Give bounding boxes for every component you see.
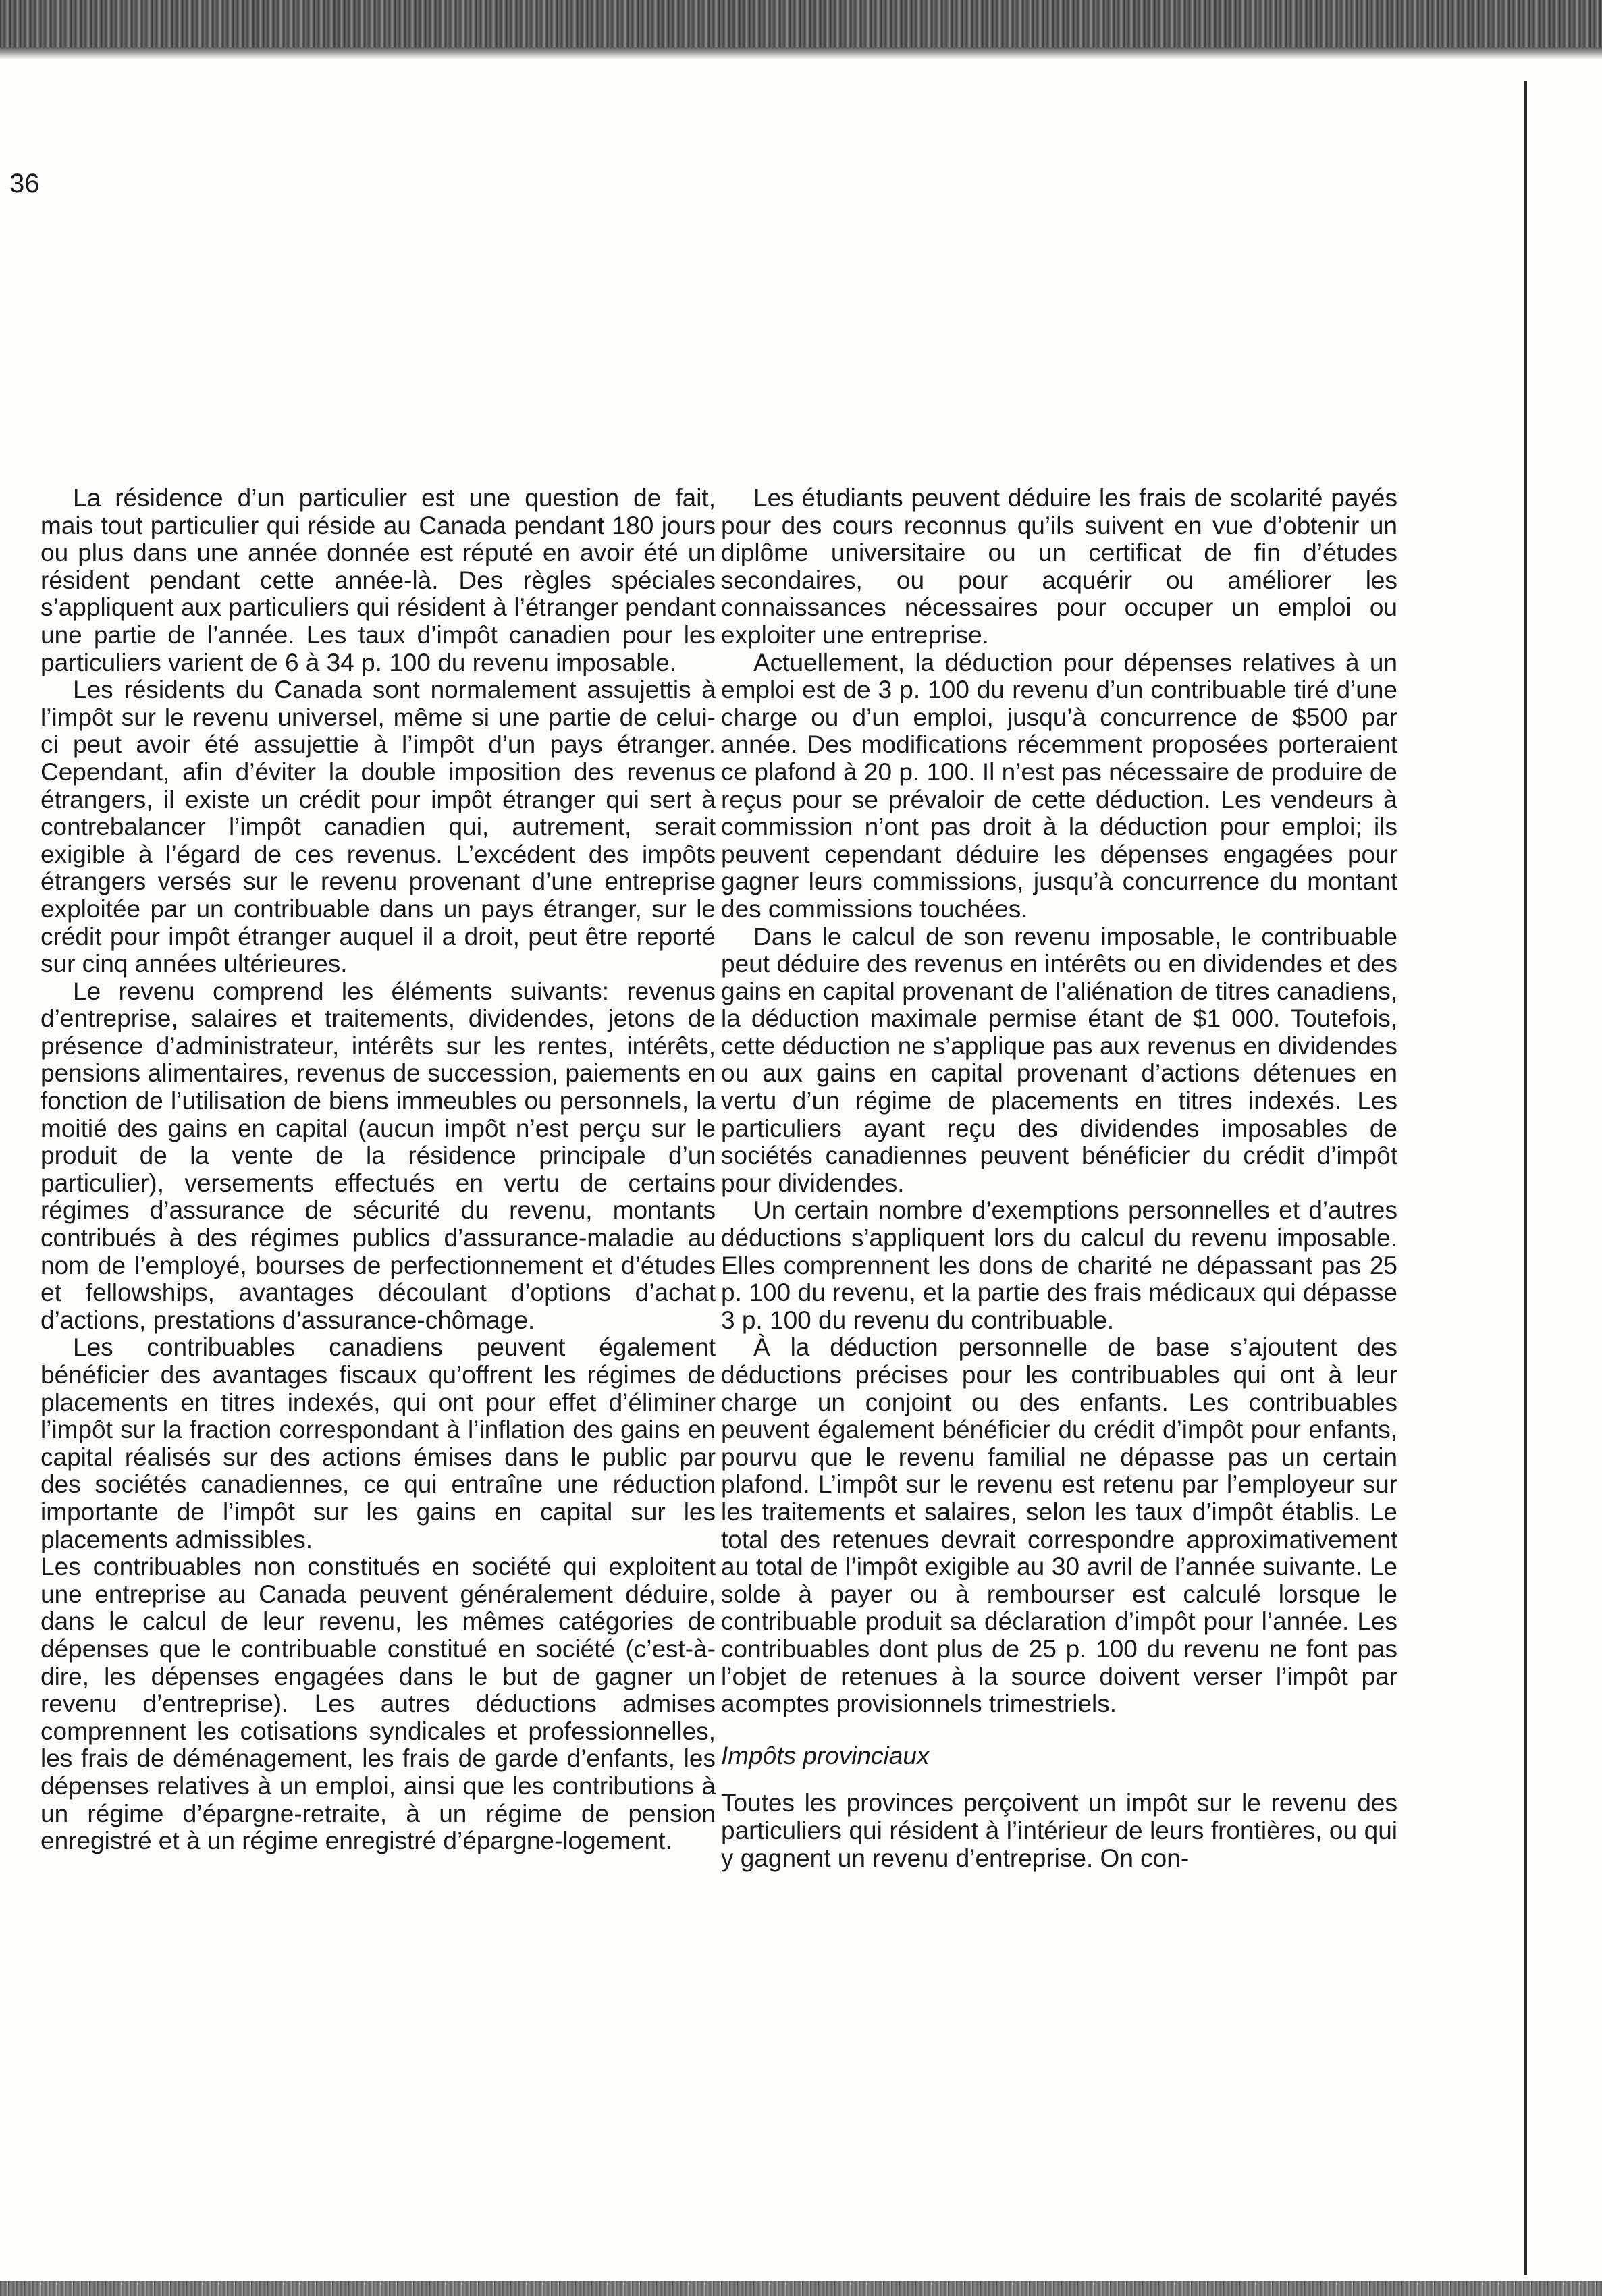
paragraph-unincorporated-deductions: Les contribuables non constitués en société qui exploitent une entreprise au Canada peuvent généralement déduire, dans le calcul de leur revenu, les mêmes catégories de dépenses que le contribuable constitué en société (c’est-à-dire, les dépenses engagées dans le but de gagner un revenu d’entreprise). Les autres déductions admises comprennent les cotisations syndicales et professionnelles, les frais de déménagement, les frais de garde d’enfants, les dépenses relatives à un emploi, ainsi que les contributions à un régime d’épargne-retraite, à un régime de pension enregistré et à un régime enregistré d’épargne-logement. [41,1553,716,1855]
scan-edge-bottom [0,2281,1602,2296]
paragraph-indexed-securities: Les contribuables canadiens peuvent également bénéficier des avantages fiscaux qu’offrent les régimes de placements en titres indexés, qui ont pour effet d’éliminer l’impôt sur la fraction correspondant à l’inflation des gains en capital réalisés sur des actions émises dans le public par des sociétés canadiennes, ce qui entraîne une réduction importante de l’impôt sur les gains en capital sur les placements admissibles. [41,1333,716,1553]
paragraph-residence: La résidence d’un particulier est une question de fait, mais tout particulier qui réside au Canada pendant 180 jours ou plus dans une année donnée est réputé en avoir été un résident pendant cette année-là. Des règles spéciales s’appliquent aux particuliers qui résident à l’étranger pendant une partie de l’année. Les taux d’impôt canadien pour les particuliers varient de 6 à 34 p. 100 du revenu imposable. [41,484,716,676]
scan-edge-top [0,0,1602,59]
paragraph-interest-dividends: Dans le calcul de son revenu imposable, le contribuable peut déduire des revenus en intérêts ou en dividendes et des gains en capital provenant de l’aliénation de titres canadiens, la déduction maximale permise étant de $1 000. Toutefois, cette déduction ne s’applique pas aux revenus en dividendes ou aux gains en capital provenant d’actions détenues en vertu d’un régime de placements en titres indexés. Les particuliers ayant reçu des dividendes imposables de sociétés canadiennes peuvent bénéficier du crédit d’impôt pour dividendes. [721,922,1397,1197]
left-column [41,485,716,1855]
paragraph-personal-exemptions: Un certain nombre d’exemptions personnelles et d’autres déductions s’appliquent lors du calcul du revenu imposable. Elles comprennent les dons de charité ne dépassant pas 25 p. 100 du revenu, et la partie des frais médicaux qui dépasse 3 p. 100 du revenu du contribuable. [721,1196,1397,1334]
paragraph-students: Les étudiants peuvent déduire les frais de scolarité payés pour des cours reconnus qu’ils suivent en vue d’obtenir un diplôme universitaire ou un certificat de fin d’études secondaires, ou pour acquérir ou améliorer les connaissances nécessaires pour occuper un emploi ou exploiter une entreprise. [721,484,1397,649]
right-column [721,485,1397,1872]
paragraph-income-elements: Le revenu comprend les éléments suivants: revenus d’entreprise, salaires et traitements, dividendes, jetons de présence d’administrateur, intérêts sur les rentes, intérêts, pensions alimentaires, revenus de succession, paiements en fonction de l’utilisation de biens immeubles ou personnels, la moitié des gains en capital (aucun impôt n’est perçu sur le produit de la vente de la résidence principale d’un particulier), versements effectués en vertu de certains régimes d’assurance de sécurité du revenu, montants contribués à des régimes publics d’assurance-maladie au nom de l’employé, bourses de perfectionnement et d’études et fellowships, avantages découlant d’options d’achat d’actions, prestations d’assurance-chômage. [41,977,716,1334]
page-number: 36 [9,169,40,198]
paragraph-basic-deduction: À la déduction personnelle de base s’ajoutent des déductions précises pour les contribuables qui ont à leur charge un conjoint ou des enfants. Les contribuables peuvent également bénéficier du crédit d’impôt pour enfants, pourvu que le revenu familial ne dépasse pas un certain plafond. L’impôt sur le revenu est retenu par l’employeur sur les traitements et salaires, selon les taux d’impôt établis. Le total des retenues devrait correspondre approximativement au total de l’impôt exigible au 30 avril de l’année suivante. Le solde à payer ou à rembourser est calculé lorsque le contribuable produit sa déclaration d’impôt pour l’année. Les contribuables dont plus de 25 p. 100 du revenu ne font pas l’objet de retenues à la source doivent verser l’impôt par acomptes provisionnels trimestriels. [721,1333,1397,1718]
paragraph-residents-taxation: Les résidents du Canada sont normalement assujettis à l’impôt sur le revenu universel, même si une partie de celui-ci peut avoir été assujettie à l’impôt d’un pays étranger. Cependant, afin d’éviter la double imposition des revenus étrangers, il existe un crédit pour impôt étranger qui sert à contrebalancer l’impôt canadien qui, autrement, serait exigible à l’égard de ces revenus. L’excédent des impôts étrangers versés sur le revenu provenant d’une entreprise exploitée par un contribuable dans un pays étranger, sur le crédit pour impôt étranger auquel il a droit, peut être reporté sur cinq années ultérieures. [41,676,716,978]
binding-edge-rule [1524,81,1527,2275]
paragraph-employment-deduction: Actuellement, la déduction pour dépenses relatives à un emploi est de 3 p. 100 du revenu d’un contribuable tiré d’une charge ou d’un emploi, jusqu’à concurrence de $500 par année. Des modifications récemment proposées porteraient ce plafond à 20 p. 100. Il n’est pas nécessaire de produire de reçus pour se prévaloir de cette déduction. Les vendeurs à commission n’ont pas droit à la déduction pour emploi; ils peuvent cependant déduire les dépenses engagées pour gagner leurs commissions, jusqu’à concurrence du montant des commissions touchées. [721,648,1397,923]
paragraph-provincial: Toutes les provinces perçoivent un impôt sur le revenu des particuliers qui résident à l’intérieur de leurs frontières, ou qui y gagnent un revenu d’entreprise. On con- [721,1789,1397,1872]
section-heading-provincial-taxes: Impôts provinciaux [721,1741,930,1769]
